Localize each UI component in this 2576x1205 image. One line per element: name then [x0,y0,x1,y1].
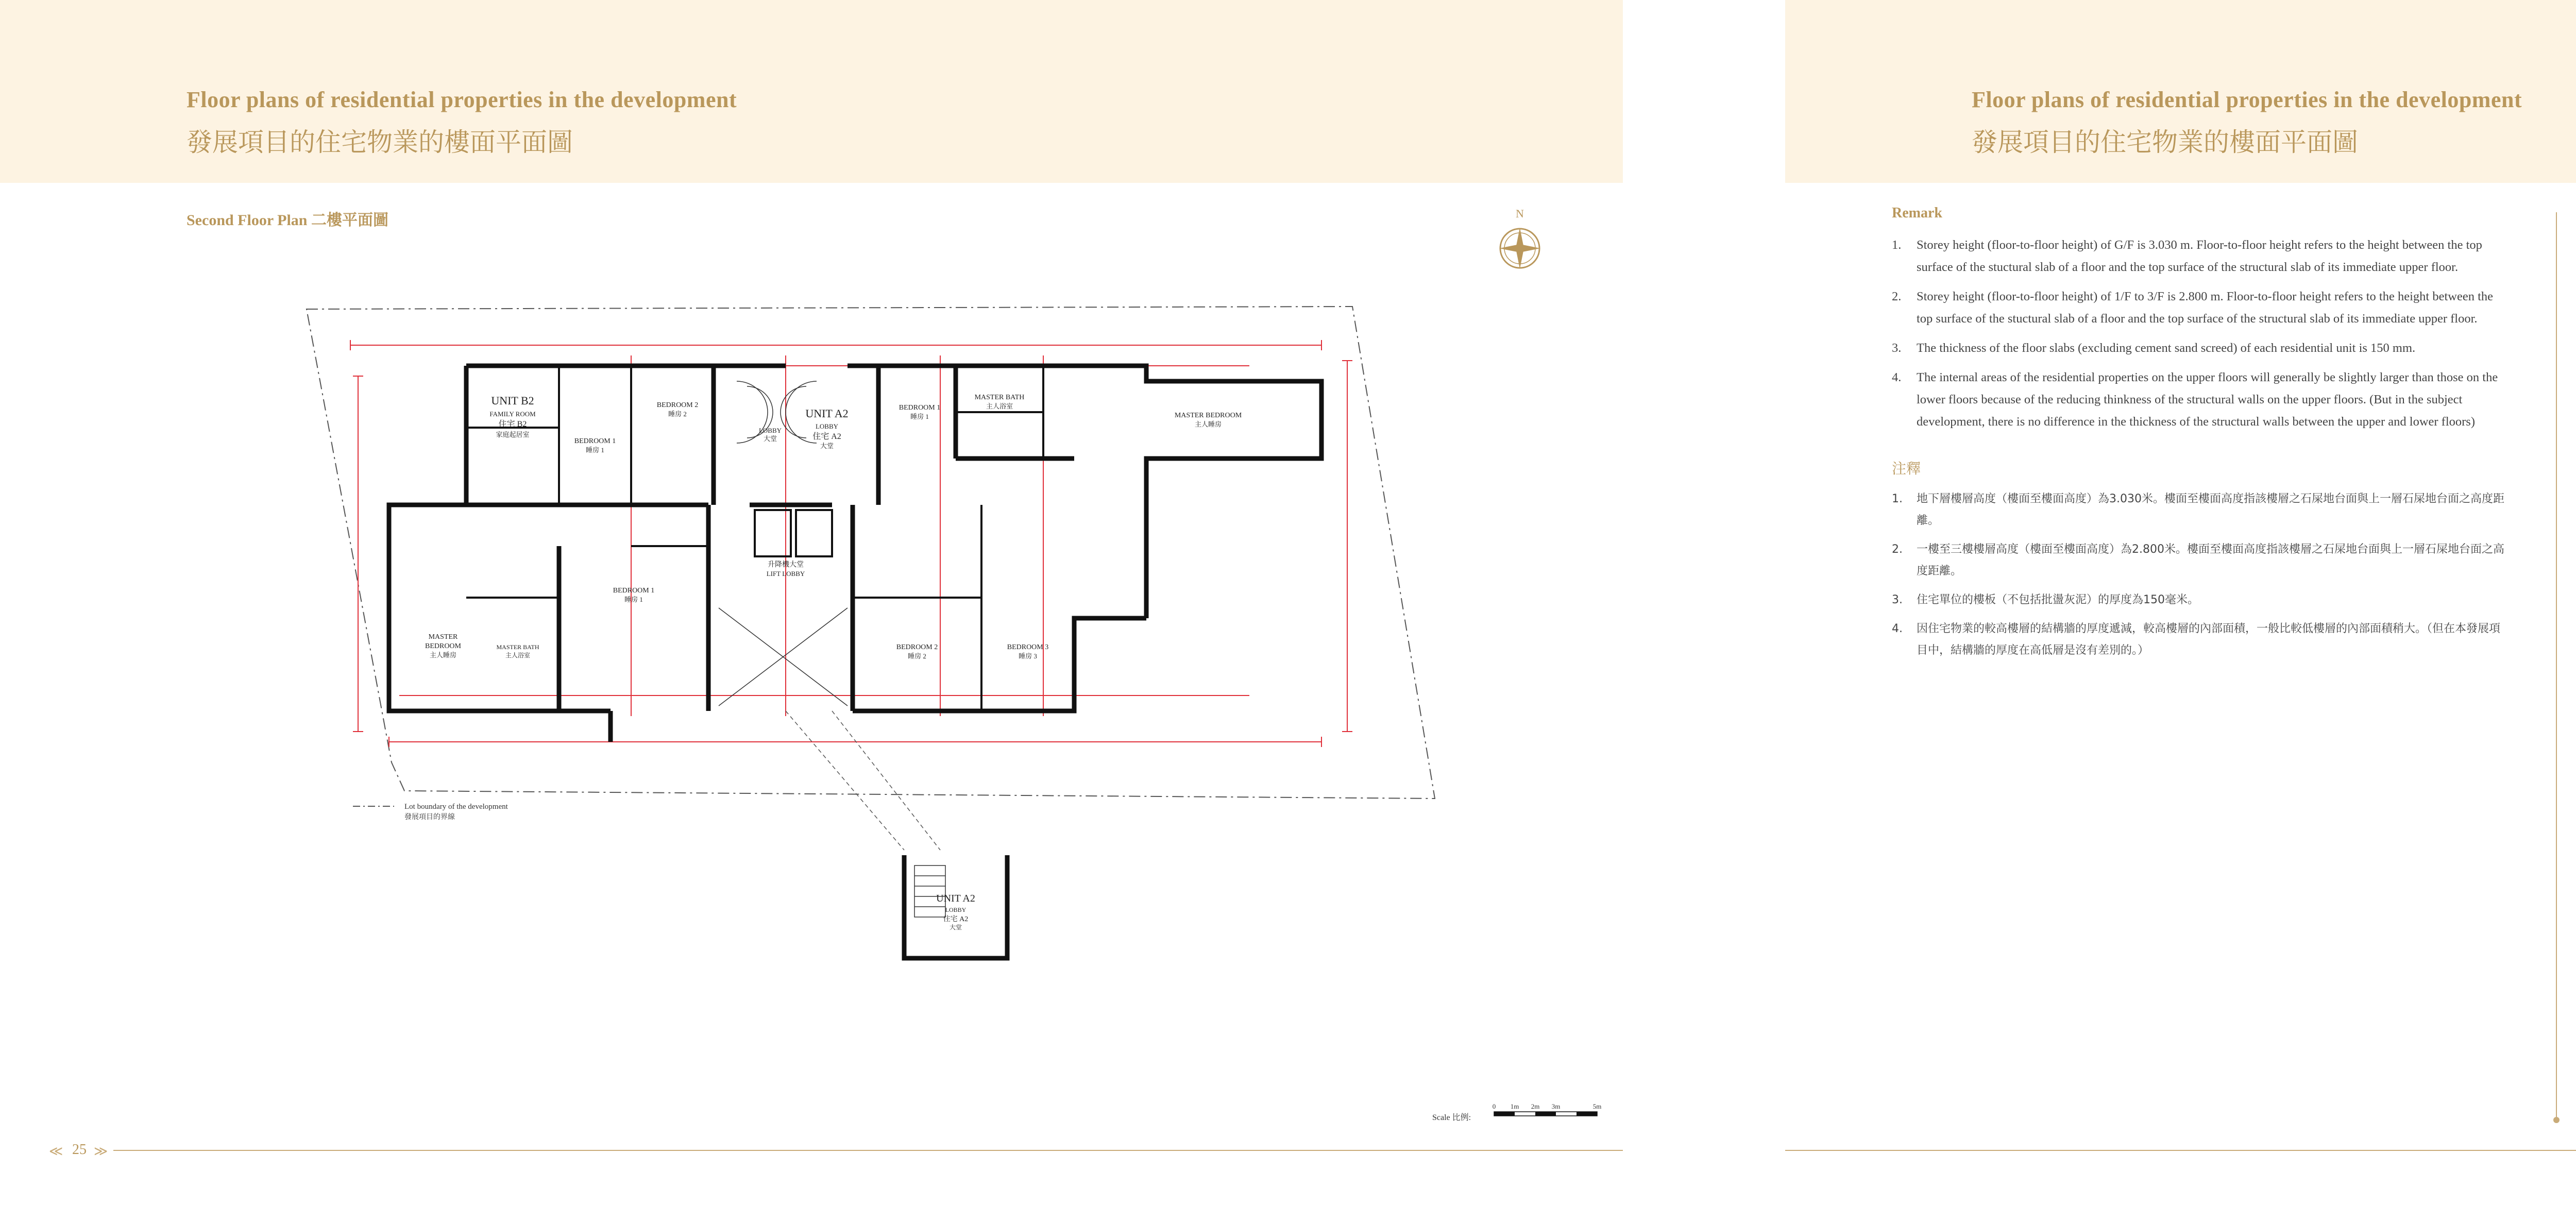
svg-text:主人睡房: 主人睡房 [1194,420,1222,428]
svg-text:0: 0 [1492,1102,1496,1110]
remark-item: 1. Storey height (floor-to-floor height) of G/F is 3.030 m. Floor-to-floor height refers to the height between the top surface of the stuctural slab of a floor and the top surface of the structural slab of its immediate upper floor. [1892,238,2482,274]
svg-text:大堂: 大堂 [763,435,777,443]
remark-item-zh: 4. 因住宅物業的較高樓層的結構牆的厚度遞減，較高樓層的內部面積，一般比較低樓層的內部面積稍大。（但在本發展項目中，結構牆的厚度在高低層是沒有差別的。） [1892,622,2501,657]
unit-a2-label: UNIT A2 [805,407,849,420]
svg-text:BEDROOM: BEDROOM [425,642,462,650]
svg-text:睡房 1: 睡房 1 [586,446,604,454]
svg-text:5m: 5m [1592,1102,1602,1110]
remark-item: 2. Storey height (floor-to-floor height) of 1/F to 3/F is 2.800 m. Floor-to-floor height refers to the height between the top surface of the stuctural slab of a floor and the top surface of the structural slab of its immediate upper floor. [1892,290,2493,326]
footer-right [1785,1143,2576,1158]
remark-item-zh: 1. 地下層樓層高度（樓面至樓面高度）為3.030米。樓面至樓面高度指該樓層之石屎地台面與上一層石屎地台面之高度距離。 [1892,493,2504,527]
svg-text:2m: 2m [1531,1102,1540,1110]
master-bedroom-label: MASTER BEDROOM [1174,412,1242,419]
second-floor-plan-drawing [270,288,1445,979]
column-divider [2556,212,2557,1119]
svg-text:BEDROOM 3: BEDROOM 3 [1007,643,1049,651]
svg-text:1m: 1m [1510,1102,1519,1110]
bedroom-label: BEDROOM 1 [574,437,616,445]
footer-left [0,1143,1623,1158]
page-title-zh: 發展項目的住宅物業的樓面平面圖 [187,127,573,157]
svg-text:FAMILY ROOM: FAMILY ROOM [489,410,536,418]
scale-bar [1432,1100,1618,1126]
svg-text:MASTER: MASTER [428,633,458,641]
header-band-right [1785,0,2576,183]
svg-text:BEDROOM 2: BEDROOM 2 [896,643,938,651]
remark-list-en [1892,234,2510,433]
lot-boundary-key: Lot boundary of the development [404,803,508,811]
remark-item-zh: 3. 住宅單位的樓板（不包括批盪灰泥）的厚度為150毫米。 [1892,593,2199,606]
header-band-left [0,0,1623,183]
svg-text:住宅 A2: 住宅 A2 [943,915,969,923]
svg-text:LOBBY: LOBBY [815,422,839,430]
svg-text:睡房 1: 睡房 1 [624,596,643,603]
page-title-en-right: Floor plans of residential properties in the development [1972,87,2522,112]
chevron-left-icon: ≪ [49,1144,63,1159]
svg-text:MASTER BATH: MASTER BATH [496,643,539,651]
svg-text:BEDROOM 1: BEDROOM 1 [899,404,941,412]
svg-text:Scale 比例:: Scale 比例: [1432,1113,1471,1122]
remark-section [1892,205,2510,669]
svg-text:主人浴室: 主人浴室 [986,402,1013,410]
chevron-right-icon: ≫ [94,1144,108,1159]
north-compass-icon [1494,207,1546,279]
master-bath-label: MASTER BATH [974,394,1025,401]
page-title-zh-right: 發展項目的住宅物業的樓面平面圖 [1972,127,2358,157]
svg-text:主人浴室: 主人浴室 [505,652,531,659]
svg-text:BEDROOM 1: BEDROOM 1 [613,587,655,595]
divider-dot [2553,1117,2560,1123]
svg-text:睡房 1: 睡房 1 [910,413,929,420]
svg-text:睡房 3: 睡房 3 [1019,652,1037,660]
svg-text:住宅 A2: 住宅 A2 [812,432,841,441]
structural-walls [389,366,1321,742]
lift-lobby-label: 升降機大堂 [768,561,804,569]
svg-text:LOBBY: LOBBY [945,906,967,913]
remark-item-zh: 2. 一樓至三樓樓層高度（樓面至樓面高度）為2.800米。樓面至樓面高度指該樓層之石屎地台面與上一層石屎地台面之高度距離。 [1892,543,2504,578]
plan-title: Second Floor Plan 二樓平面圖 [187,212,388,229]
svg-text:睡房 2: 睡房 2 [908,652,926,660]
svg-text:LIFT LOBBY: LIFT LOBBY [766,570,805,578]
remark-heading: Remark [1892,205,1942,221]
svg-text:大堂: 大堂 [949,924,962,931]
svg-text:LOBBY: LOBBY [758,427,782,434]
remark-list-zh [1892,488,2510,661]
svg-text:家庭起居室: 家庭起居室 [496,431,530,438]
svg-text:住宅 B2: 住宅 B2 [498,420,527,429]
remark-heading-zh: 注釋 [1892,460,1921,477]
svg-text:3m: 3m [1551,1102,1561,1110]
svg-text:大堂: 大堂 [820,442,834,450]
remark-item: 3. The thickness of the floor slabs (excluding cement sand screed) of each residential unit is 150 mm. [1892,341,2416,355]
svg-text:睡房 2: 睡房 2 [668,410,687,418]
svg-text:主人睡房: 主人睡房 [429,651,457,659]
remark-item: 4. The internal areas of the residential properties on the upper floors will generally be slightly larger than those on the lower floors because of the reducing thinkness of the structural walls on the upper floors. (But in the subject development, there is no difference in the thickness of the structural walls between the upper and lower floors) [1892,370,2498,429]
link-lines [786,711,940,850]
page-title-en: Floor plans of residential properties in the development [187,87,737,112]
page-number-left: 25 [72,1142,87,1158]
unit-b2-label: UNIT B2 [491,394,534,407]
unit-a2-lower-label: UNIT A2 [936,893,975,904]
svg-text:BEDROOM 2: BEDROOM 2 [656,401,699,409]
compass-label: N [1516,207,1524,220]
svg-text:發展項目的界線: 發展項目的界線 [404,813,455,821]
